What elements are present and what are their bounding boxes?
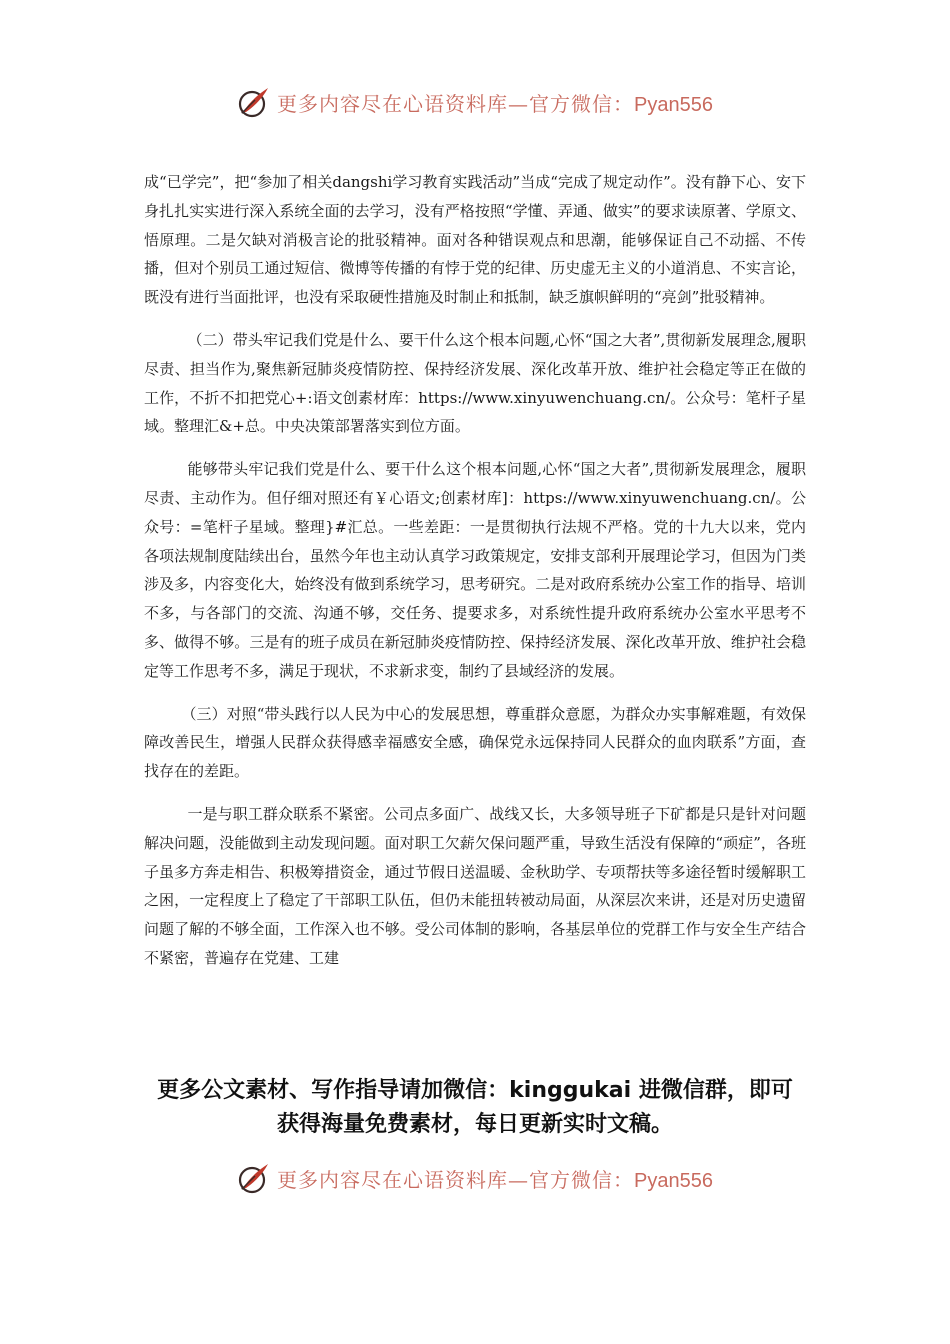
promo-line-2: 获得海量免费素材，每日更新实时文稿。 [276,1112,673,1137]
header-banner [0,80,950,124]
footer-banner [0,1156,950,1200]
footer-banner-slogan: 更多内容尽在心语资料库—官方微信： [277,1167,635,1192]
document-body [144,168,806,1056]
paragraph-continuation: 成“已学完”，把“参加了相关dangshi学习教育实践活动”当成“完成了规定动作”。没有静下心、安下身扎扎实实进行深入系统全面的去学习，没有严格按照“学懂、弄通、做实”的要求读原著、学原文、悟原理。二是欠缺对消极言论的批驳精神。面对各种错误观点和思潮，能够保证自己不动摇、不传播，但对个别员工通过短信、微博等传播的有悖于党的纪律、历史虚无主义的小道消息、不实言论，既没有进行当面批评，也没有采取硬性措施及时制止和抵制，缺乏旗帜鲜明的“亮剑”批驳精神。 [144,173,806,307]
paragraph-section-three-heading: （三）对照“带头践行以人民为中心的发展思想，尊重群众意愿，为群众办实事解难题，有效保障改善民生，增强人民群众获得感幸福感安全感，确保党永远保持同人民群众的血肉联系”方面，查找存在的差距。 [144,704,806,781]
footer-banner-wechat-id: Pyan556 [634,1169,713,1192]
paragraph-section-two-body: 能够带头牢记我们党是什么、要干什么这个根本问题,心怀“国之大者”,贯彻新发展理念，履职尽责、主动作为。但仔细对照还有￥心语文;创素材库]：https://www.xinyuwenchuang.cn/。公众号：=笔杆子星域。整理}#汇总。一些差距：一是贯彻执行法规不严格。党的十九大以来，党内各项法规制度陆续出台，虽然今年也主动认真学习政策规定，安排支部利开展理论学习，但因为门类涉及多，内容变化大，始终没有做到系统学习，思考研究。二是对政府系统办公室工作的指导、培训不多，与各部门的交流、沟通不够，交任务、提要求多，对系统性提升政府系统办公室水平思考不多、做得不够。三是有的班子成员在新冠肺炎疫情防控、保持经济发展、深化改革开放、维护社会稳定等工作思考不多，满足于现状，不求新求变，制约了县域经济的发展。 [144,460,806,680]
footer-banner-text [277,1164,713,1193]
paragraph-section-three-body: 一是与职工群众联系不紧密。公司点多面广、战线又长，大多领导班子下矿都是只是针对问题解决问题，没能做到主动发现问题。面对职工欠薪欠保问题严重，导致生活没有保障的“顽症”，各班子虽多方奔走相告、积极筹措资金，通过节假日送温暖、金秋助学、专项帮扶等多途径暂时缓解职工之困，一定程度上了稳定了干部职工队伍，但仍未能扭转被动局面，从深层次来讲，还是对历史遗留问题了解的不够全面，工作深入也不够。受公司体制的影响，各基层单位的党群工作与安全生产结合不紧密，普遍存在党建、工建 [144,804,806,967]
promo-line-1: 更多公文素材、写作指导请加微信：kinggukai 进微信群，即可 [157,1078,793,1103]
quill-pen-logo-icon [237,85,271,119]
header-banner-text [277,88,713,117]
paragraph-section-two-heading: （二）带头牢记我们党是什么、要干什么这个根本问题,心怀“国之大者”,贯彻新发展理念,履职尽责、担当作为,聚焦新冠肺炎疫情防控、保持经济发展、深化改革开放、维护社会稳定等正在做的工作，不折不扣把党心+:语文创素材库：https://www.xinyuwenchuang.cn/。公众号：笔杆子星域。整理汇&+总。中央决策部署落实到位方面。 [144,330,806,436]
header-banner-slogan: 更多内容尽在心语资料库—官方微信： [277,91,635,116]
quill-pen-logo-icon [237,1161,271,1195]
promo-notice [120,1074,830,1142]
header-banner-wechat-id: Pyan556 [634,93,713,116]
